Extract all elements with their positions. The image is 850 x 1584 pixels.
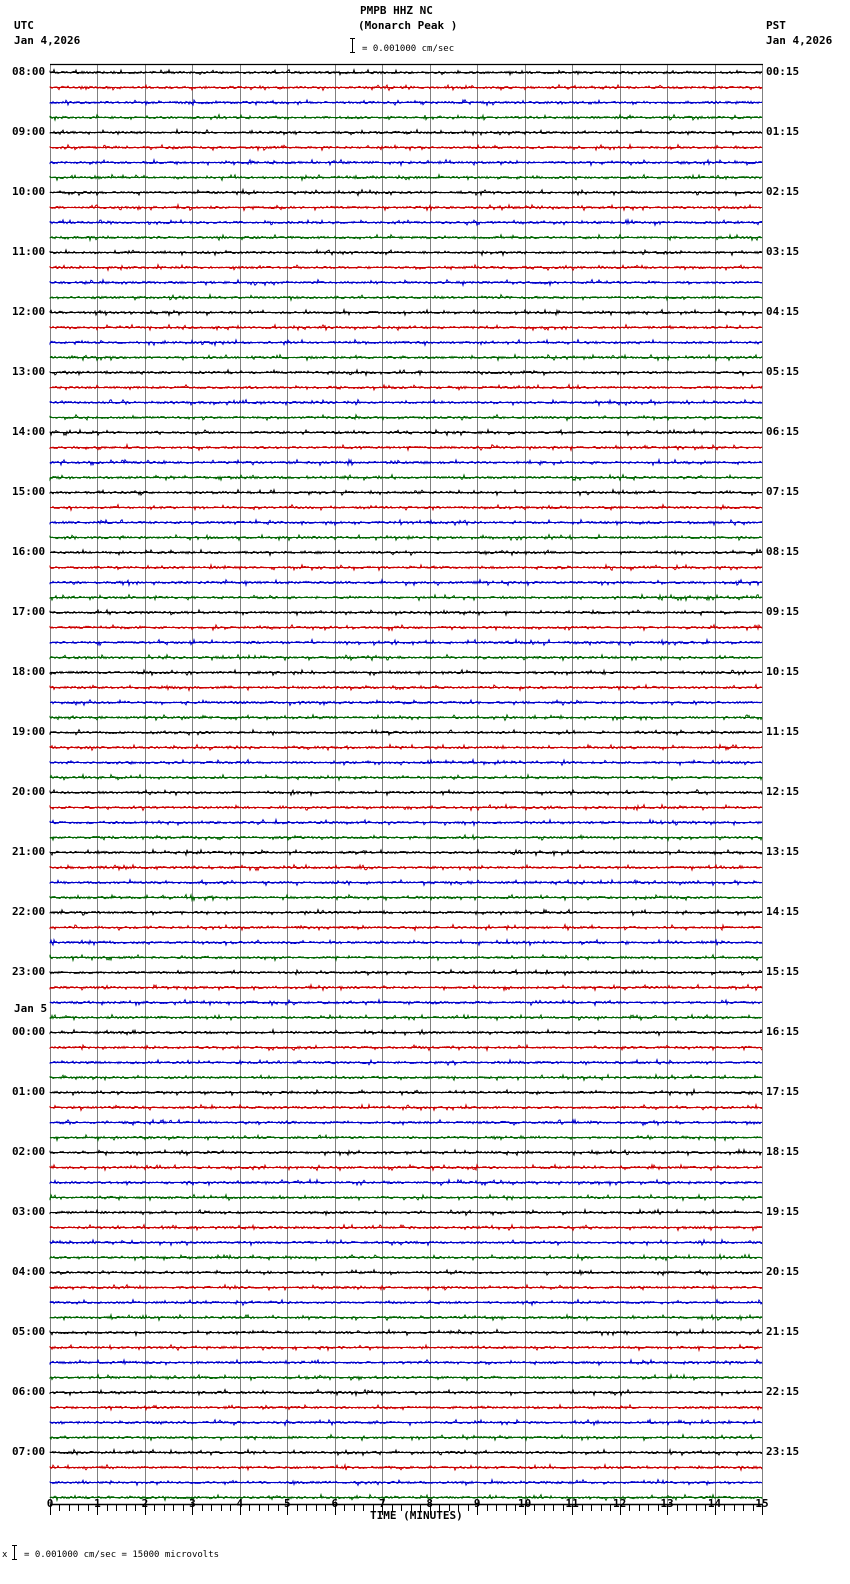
- seismic-trace: [50, 610, 762, 615]
- seismic-trace: [50, 1450, 762, 1456]
- pst-hour-label: 11:15: [766, 725, 800, 738]
- x-tick-label: 15: [755, 1497, 769, 1510]
- utc-hour-label: 00:00: [12, 1025, 46, 1038]
- seismic-trace: [50, 640, 762, 646]
- footer-scale-note: = 0.001000 cm/sec = 15000 microvolts: [24, 1550, 220, 1560]
- utc-label: UTC: [14, 19, 34, 32]
- seismic-trace: [50, 625, 762, 631]
- pst-hour-label: 12:15: [766, 785, 800, 798]
- x-tick-label: 6: [331, 1497, 339, 1510]
- utc-hour-label: 23:00: [12, 965, 46, 978]
- pst-hour-label: 13:15: [766, 845, 800, 858]
- pst-hour-label: 07:15: [766, 485, 800, 498]
- pst-label: PST: [766, 19, 786, 32]
- pst-hour-label: 15:15: [766, 965, 800, 978]
- utc-hour-label: 15:00: [12, 485, 46, 498]
- x-tick-label: 10: [518, 1497, 532, 1510]
- utc-hour-label: 17:00: [12, 605, 46, 618]
- utc-hour-label: 02:00: [12, 1145, 46, 1158]
- seismic-trace: [50, 325, 762, 331]
- seismic-trace: [50, 1060, 762, 1065]
- station-title: PMPB HHZ NC: [360, 4, 433, 17]
- x-tick-label: 9: [473, 1497, 481, 1510]
- x-tick-label: 14: [707, 1497, 722, 1510]
- pst-hour-label: 20:15: [766, 1265, 800, 1278]
- utc-date: Jan 4,2026: [14, 34, 81, 47]
- pst-hour-label: 21:15: [766, 1325, 800, 1338]
- x-axis-title: TIME (MINUTES): [370, 1509, 463, 1522]
- seismic-trace: [50, 70, 762, 75]
- utc-hour-label: 19:00: [12, 725, 46, 738]
- x-tick-label: 1: [94, 1497, 101, 1510]
- seismic-trace: [50, 205, 762, 211]
- pst-hour-label: 09:15: [766, 605, 800, 618]
- utc-hour-label: 18:00: [12, 665, 46, 678]
- scale-text: = 0.001000 cm/sec: [362, 44, 455, 54]
- seismic-trace: [50, 1300, 762, 1306]
- seismic-trace: [50, 1435, 762, 1441]
- seismic-trace: [50, 160, 762, 166]
- seismic-trace: [50, 490, 762, 496]
- seismic-trace: [50, 895, 762, 901]
- seismic-trace: [50, 1315, 762, 1321]
- seismic-trace: [50, 655, 762, 661]
- pst-hour-label: 16:15: [766, 1025, 800, 1038]
- utc-hour-label: 04:00: [12, 1265, 46, 1278]
- pst-hour-label: 22:15: [766, 1385, 800, 1398]
- pst-hour-label: 04:15: [766, 305, 800, 318]
- utc-hour-label: 06:00: [12, 1385, 46, 1398]
- seismic-trace: [50, 1225, 762, 1231]
- x-tick-label: 5: [284, 1497, 291, 1510]
- pst-hour-label: 00:15: [766, 65, 800, 78]
- seismic-trace: [50, 805, 762, 811]
- seismic-trace: [50, 460, 762, 466]
- seismic-trace: [50, 115, 762, 120]
- date-change-label: Jan 5: [14, 1002, 48, 1015]
- pst-hour-label: 05:15: [766, 365, 800, 378]
- seismic-trace: [50, 1120, 762, 1126]
- utc-hour-label: 12:00: [12, 305, 46, 318]
- utc-hour-label: 01:00: [12, 1085, 46, 1098]
- utc-hour-label: 09:00: [12, 125, 46, 138]
- seismic-trace: [50, 700, 762, 705]
- seismic-trace: [50, 1285, 762, 1290]
- pst-hour-label: 19:15: [766, 1205, 800, 1218]
- seismic-trace: [50, 820, 762, 826]
- pst-hour-label: 23:15: [766, 1445, 800, 1458]
- seismic-trace: [50, 850, 762, 856]
- seismic-trace: [50, 1030, 762, 1036]
- seismic-trace: [50, 775, 762, 780]
- seismic-trace: [50, 985, 762, 991]
- pst-hour-label: 02:15: [766, 185, 800, 198]
- pst-hour-label: 03:15: [766, 245, 800, 258]
- pst-hour-label: 17:15: [766, 1085, 800, 1098]
- x-tick-label: 7: [378, 1497, 386, 1510]
- pst-hour-label: 14:15: [766, 905, 800, 918]
- x-tick-label: 8: [426, 1497, 434, 1510]
- seismic-trace: [50, 1045, 762, 1050]
- footer-mark: x: [2, 1550, 8, 1560]
- seismic-trace: [50, 1330, 762, 1336]
- seismic-trace: [50, 1075, 762, 1081]
- x-tick-label: 13: [660, 1497, 674, 1510]
- pst-date: Jan 4,2026: [766, 34, 833, 47]
- utc-hour-label: 05:00: [12, 1325, 46, 1338]
- pst-hour-label: 01:15: [766, 125, 800, 138]
- pst-hour-label: 08:15: [766, 545, 800, 558]
- utc-hour-label: 20:00: [12, 785, 46, 798]
- seismic-trace: [50, 1420, 762, 1426]
- utc-hour-label: 08:00: [12, 65, 46, 78]
- utc-hour-label: 11:00: [12, 245, 46, 258]
- pst-hour-label: 10:15: [766, 665, 800, 678]
- seismic-trace: [50, 1345, 762, 1350]
- seismic-trace: [50, 1405, 762, 1410]
- seismic-trace: [50, 940, 762, 946]
- seismic-trace: [50, 190, 762, 196]
- x-tick-label: 12: [612, 1497, 627, 1510]
- seismic-trace: [50, 1150, 762, 1156]
- utc-hour-label: 13:00: [12, 365, 46, 378]
- utc-hour-label: 16:00: [12, 545, 46, 558]
- seismic-trace: [50, 1000, 762, 1006]
- utc-hour-label: 03:00: [12, 1205, 46, 1218]
- x-tick-label: 0: [46, 1497, 54, 1510]
- utc-hour-label: 14:00: [12, 425, 46, 438]
- footer-scale-bar-icon: [12, 1545, 17, 1565]
- x-tick-label: 3: [189, 1497, 196, 1510]
- x-tick-label: 4: [236, 1497, 244, 1510]
- pst-hour-label: 18:15: [766, 1145, 800, 1158]
- seismic-trace: [50, 1270, 762, 1276]
- seismic-trace: [50, 595, 762, 601]
- utc-hour-label: 22:00: [12, 905, 46, 918]
- utc-hour-label: 07:00: [12, 1445, 46, 1458]
- utc-hour-label: 10:00: [12, 185, 46, 198]
- seismic-trace: [50, 1495, 762, 1501]
- seismic-trace: [50, 865, 762, 871]
- utc-hour-label: 21:00: [12, 845, 46, 858]
- x-tick-label: 2: [141, 1497, 149, 1510]
- station-location: (Monarch Peak ): [358, 19, 458, 32]
- seismic-trace: [50, 535, 762, 541]
- x-tick-label: 11: [565, 1497, 579, 1510]
- pst-hour-label: 06:15: [766, 425, 800, 438]
